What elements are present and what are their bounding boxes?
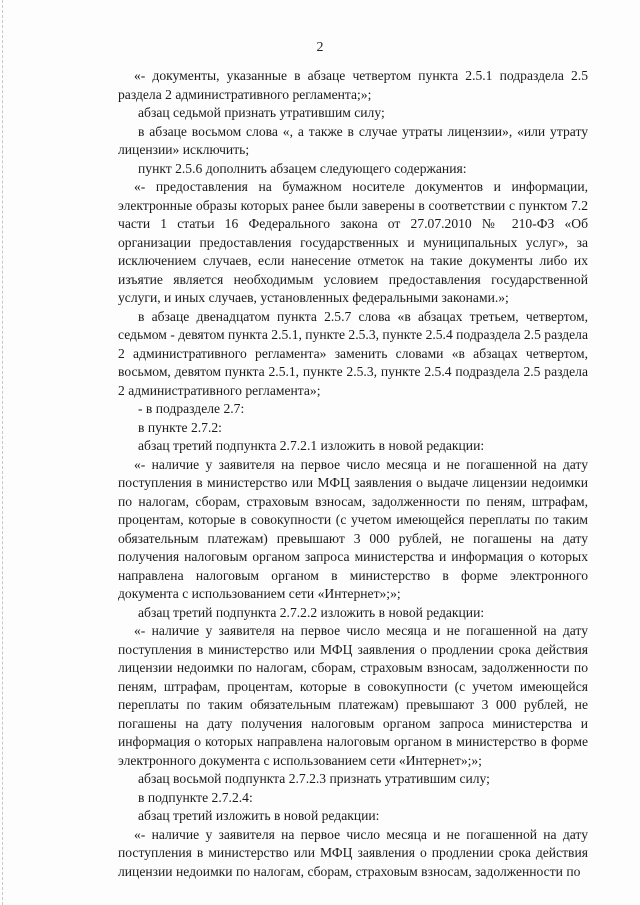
paragraph: «- предоставления на бумажном носителе документов и информации, электронные образы которых ранее были заверены в соответствии с пунктом 7.2 части 1 статьи 16 Федерального закона от 27.07.2010 № 210-ФЗ «Об организации предоставления государственных и муниципальных услуг», за исключением случаев, если нанесение отметок на такие документы либо их изъятие является необходимым условием предоставления государственной услуги, и иных случаев, установленных федеральными законами.»;	[118, 179, 588, 305]
paragraph: абзац седьмой признать утратившим силу;	[138, 105, 385, 120]
paragraph: - в подразделе 2.7:	[138, 401, 245, 416]
paragraph: в пункте 2.7.2:	[138, 419, 222, 435]
paragraph: «- наличие у заявителя на первое число месяца и не погашенной на дату поступления в министерство или МФЦ заявления о продлении срока действия лицензии недоимки по налогам, сборам, страховым взносам, задолженности по пеням, штрафам, процентам, которые в совокупности (с учетом имеющейся переплаты по таким обязательным платежам) превышают 3 000 рублей, не погашены на дату получения налоговым органом запроса министерства и информация о которых направлена налоговым органом в министерство в форме электронного документа с использованием сети «Интернет»;»;	[118, 623, 588, 768]
paragraph: «- документы, указанные в абзаце четвертом пункта 2.5.1 подраздела 2.5 раздела 2 административного регламента;»;	[118, 68, 588, 102]
paragraph: абзац третий подпункта 2.7.2.2 изложить в новой редакции:	[138, 604, 485, 620]
paragraph: в абзаце восьмом слова «, а также в случае утраты лицензии», «или утрату лицензии» исключить;	[118, 123, 588, 157]
paragraph: в подпункте 2.7.2.4:	[138, 789, 253, 805]
paragraph: «- наличие у заявителя на первое число месяца и не погашенной на дату поступления в министерство или МФЦ заявления о выдаче лицензии недоимки по налогам, сборам, страховым взносам, задолженности по пеням, штрафам, процентам, которые в совокупности (с учетом имеющейся переплаты по таким обязательным платежам) превышают 3 000 рублей, не погашены на дату получения налоговым органом запроса министерства и информация о которых направлена налоговым органом в министерство в форме электронного документа с использованием сети «Интернет»;»;	[118, 456, 588, 601]
paragraph: абзац восьмой подпункта 2.7.2.3 признать утратившим силу;	[138, 771, 490, 786]
paragraph: «- наличие у заявителя на первое число месяца и не погашенной на дату поступления в министерство или МФЦ заявления о продлении срока действия лицензии недоимки по налогам, сборам, страховым взносам, задолженности по	[118, 826, 588, 879]
document-body	[118, 67, 588, 881]
paragraph: абзац третий подпункта 2.7.2.1 изложить в новой редакции:	[138, 438, 485, 453]
paragraph: абзац третий изложить в новой редакции:	[138, 808, 380, 823]
page-number: 2	[316, 40, 324, 55]
scan-edge	[2, 0, 4, 905]
paragraph: в абзаце двенадцатом пункта 2.5.7 слова «в абзацах третьем, четвертом, седьмом - девятом пункта 2.5.1, пункте 2.5.3, пункте 2.5.4 подраздела 2.5 раздела 2 административного регламента» заменить словами «в абзацах четвертом, восьмом, девятом пункта 2.5.1, пункте 2.5.3, пункте 2.5.4 подраздела 2.5 раздела 2 административного регламента»;	[118, 308, 588, 398]
paragraph: пункт 2.5.6 дополнить абзацем следующего содержания:	[138, 160, 467, 176]
